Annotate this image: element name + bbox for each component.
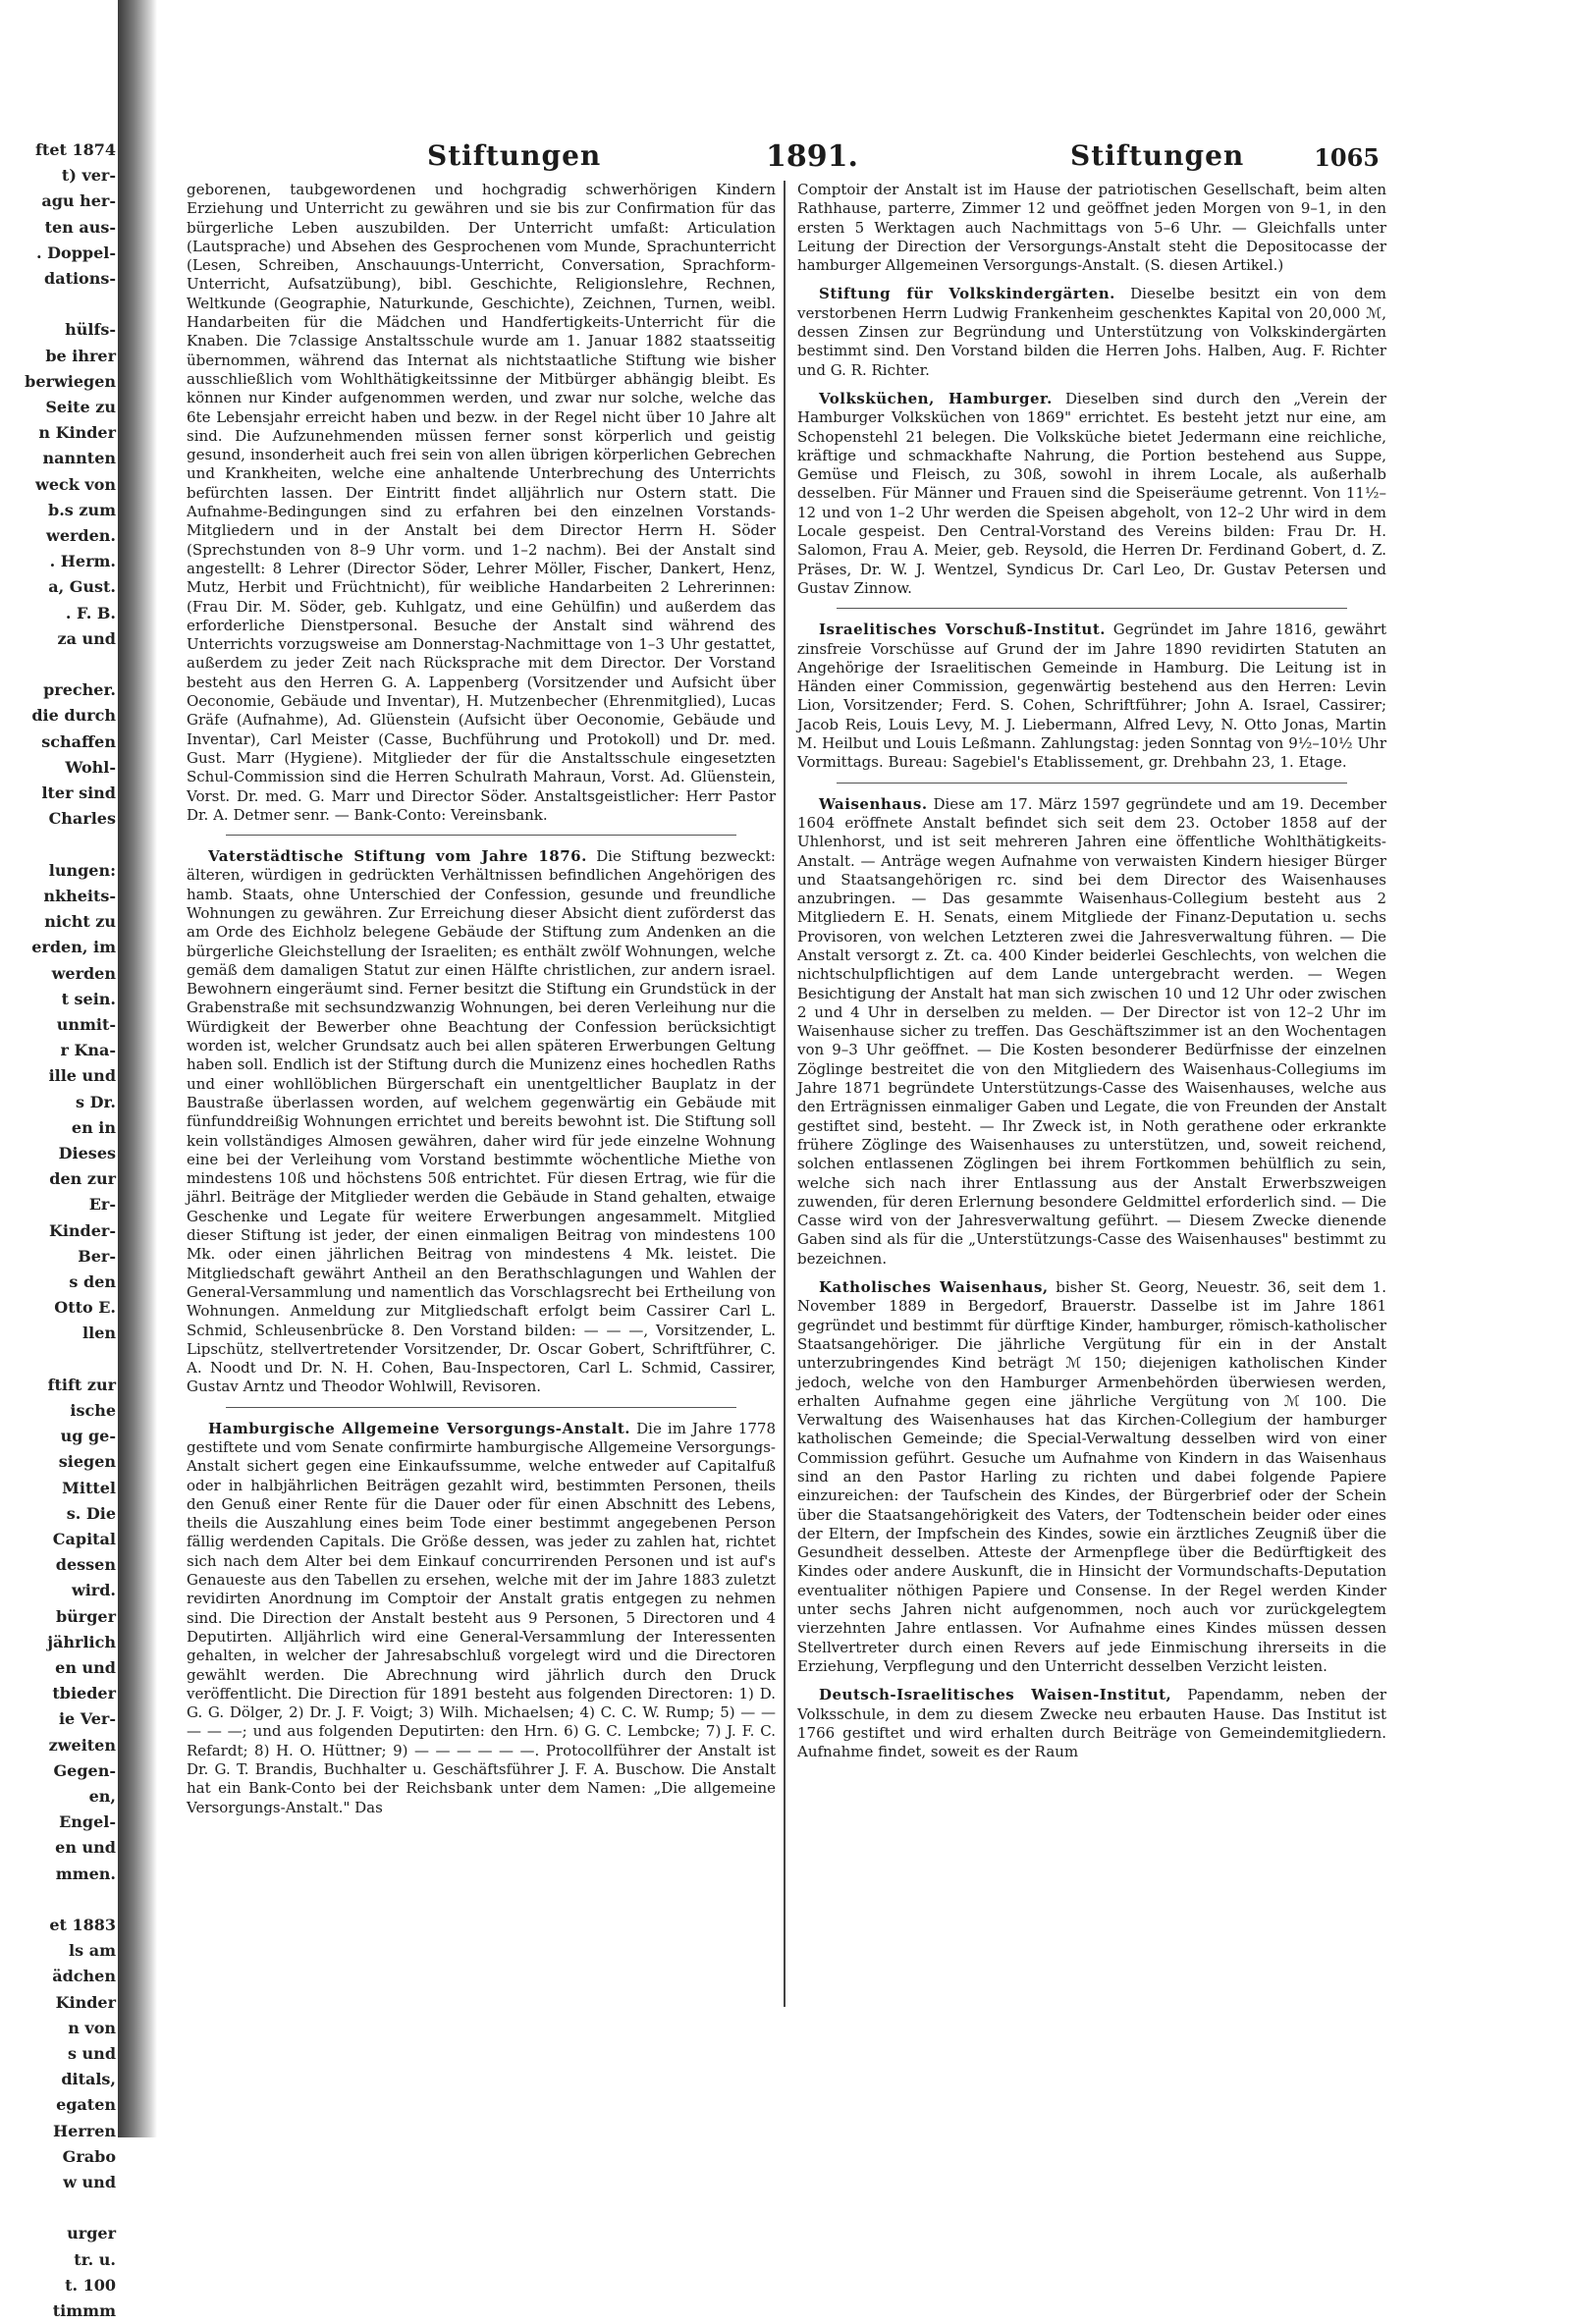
fragment-line: s und xyxy=(67,2044,116,2064)
fragment-line: . F. B. xyxy=(65,603,116,622)
fragment-line: mmen. xyxy=(55,1864,116,1883)
fragment-line xyxy=(0,652,116,677)
fragment-line: timmm xyxy=(52,2301,116,2321)
entry-versorgungs-anstalt xyxy=(187,1420,776,1817)
fragment-line: ische xyxy=(70,1400,116,1420)
fragment-line: Engel- xyxy=(59,1812,116,1832)
fragment-line: agu her- xyxy=(41,191,116,211)
fragment-line: . Doppel- xyxy=(36,243,116,262)
header-left-title: Stiftungen xyxy=(427,139,602,172)
entry-text: Dieselben sind durch den „Verein der Hamburger Volksküchen von 1869" errichtet. Es besteht jetzt nur eine, am Schopenstehl 21 belegen. Die Volksküche bietet Jedermann eine reichliche, kräftige und schmackhafte Nahrung, die Portion bestehend aus Suppe, Gemüse und Fleisch, zu 30ß, sowohl in ihrem Locale, als außerhalb desselben. Für Männer und Frauen sind die Speiseräume getrennt. Von 11½–12 und von 1–2 Uhr werden die Speisen abgeholt, von 12–2 Uhr wird in dem Locale gespeist. Den Central-Vorstand des Vereins bilden: Frau Dr. H. Salomon, Frau A. Meier, geb. Reysold, die Herren Dr. Ferdinand Gobert, d. Z. Präses, Dr. W. J. Wentzel, Syndicus Dr. Carl Leo, Dr. Gustav Petersen und Gustav Zinnow. xyxy=(797,389,1386,597)
header-right-title: Stiftungen xyxy=(1070,139,1245,172)
section-divider xyxy=(837,608,1347,609)
fragment-line: ftet 1874 xyxy=(35,140,116,159)
entry-title: Hamburgische Allgemeine Versorgungs-Anstalt. xyxy=(208,1419,631,1437)
entry-vorschuss-institut xyxy=(797,621,1386,772)
entry-title: Israelitisches Vorschuß-Institut. xyxy=(819,621,1106,639)
fragment-line: lungen: xyxy=(48,860,116,880)
section-divider xyxy=(837,783,1347,784)
fragment-line: nannten xyxy=(42,449,116,468)
fragment-line: en und xyxy=(55,1657,116,1677)
fragment-line: dessen xyxy=(55,1555,116,1575)
entry-title: Vaterstädtische Stiftung vom Jahre 1876. xyxy=(208,847,587,866)
left-column xyxy=(187,181,776,2027)
fragment-line: n Kinder xyxy=(38,423,116,443)
fragment-line xyxy=(0,1347,116,1373)
fragment-line: Otto E. xyxy=(54,1298,116,1318)
entry-text: Diese am 17. März 1597 gegründete und am 19. December 1604 eröffnete Anstalt befindet sich seit dem 23. October 1858 auf der Uhlenhorst, und ist seit mehreren Jahren eine öffentliche Wohlthätigkeits-Anstalt. — Anträge wegen Aufnahme von verwaisten Kindern hiesiger Bürger und Staatsangehörigen rc. sind bei dem Director des Waisenhauses anzubringen. — Das gesammte Waisenhaus-Collegium besteht aus 2 Mitgliedern E. H. Senats, einem Mitgliede der Finanz-Deputation u. sechs Provisoren, von welchen Letzteren zwei die Jahresverwaltung führen. — Die Anstalt versorgt z. Zt. ca. 400 Kinder beiderlei Geschlechts, von welchen die nichtschulpflichtigen auf dem Lande untergebracht werden. — Wegen Besichtigung der Anstalt hat man sich zwischen 10 und 12 Uhr oder zwischen 2 und 4 Uhr in derselben zu melden. — Der Director ist von 12–2 Uhr im Waisenhause sicher zu treffen. Das Geschäftszimmer ist an den Wochentagen von 9–3 Uhr geöffnet. — Die Kosten besonderer Bedürfnisse der einzelnen Zöglinge bestreitet die von den Mitgliedern des Waisenhaus-Collegiums im Jahre 1871 begründete Unterstützungs-Casse des Waisenhauses, welche aus den Erträgnissen einmaliger Gaben und Legate, die von Freunden der Anstalt gestiftet sind, besteht. — Ihr Zweck ist, in Noth gerathene oder erkrankte frühere Zöglinge des Waisenhauses zu unterstützen, und, soweit reichend, solchen entlassenen Zöglingen bei ihrem Fortkommen behülflich zu sein, welche sich nach ihrer Entlassung aus der Anstalt Erwerbszweigen zuwenden, für deren Erlernung besondere Geldmittel erforderlich sind. — Die Casse wird von der Jahresverwaltung geführt. — Diesem Zwecke dienende Gaben sind als für die „Unterstützungs-Casse des Waisenhauses" bestimmt zu bezeichnen. xyxy=(797,794,1386,1268)
fragment-line: tr. u. xyxy=(74,2249,116,2269)
fragment-line: r Kna- xyxy=(60,1041,116,1060)
entry-waisenhaus xyxy=(797,795,1386,1269)
fragment-line: Grabo xyxy=(62,2146,116,2166)
fragment-line: werden xyxy=(51,963,116,983)
entry-title: Stiftung für Volkskindergärten. xyxy=(819,285,1115,303)
fragment-line: et 1883 xyxy=(49,1916,116,1935)
entry-volkskindergaerten xyxy=(797,285,1386,379)
fragment-line: s. Die xyxy=(66,1503,116,1523)
fragment-line: t sein. xyxy=(61,989,116,1008)
fragment-line: en, xyxy=(88,1787,116,1806)
entry-text: Gegründet im Jahre 1816, gewährt zinsfreie Vorschüsse auf Grund der im Jahre 1890 revidirten Statuten an Angehörige der Israelitischen Gemeinde in Hamburg. Die Leitung ist in Händen einer Commission, gegenwärtig bestehend aus den Herren: Levin Lion, Vorsitzender; Ferd. S. Cohen, Schriftführer; John A. Israel, Cassirer; Jacob Reis, Louis Levy, M. J. Liebermann, Alfred Levy, N. Otto Jonas, Martin M. Heilbut und Louis Leßmann. Zahlungstag: jeden Sonntag von 9½–10½ Uhr Vormittags. Bureau: Sagebiel's Etablissement, gr. Drehbahn 23, 1. Etage. xyxy=(797,621,1386,772)
fragment-line: Herren xyxy=(53,2121,116,2140)
fragment-line: ditals, xyxy=(61,2070,116,2089)
fragment-line: lter sind xyxy=(41,784,116,803)
fragment-line: precher. xyxy=(43,680,116,700)
entry-waisen-institut xyxy=(797,1686,1386,1761)
entry-volkskuechen xyxy=(797,390,1386,598)
fragment-line: en in xyxy=(71,1117,116,1137)
fragment-line: s den xyxy=(69,1271,116,1291)
entry-title: Waisenhaus. xyxy=(819,794,928,813)
right-column xyxy=(797,181,1386,2027)
fragment-line: ille und xyxy=(48,1066,116,1086)
entry-vaterstaedtische-stiftung xyxy=(187,847,776,1397)
fragment-line: erden, im xyxy=(31,938,116,957)
page xyxy=(187,130,1386,2034)
fragment-line: en und xyxy=(55,1838,116,1858)
entry-text: Dieselbe besitzt ein von dem verstorbenen Herrn Ludwig Frankenheim geschenktes Kapital von 20,000 ℳ, dessen Zinsen zur Begründung und Unterstützung von Volkskindergärten bestimmt sind. Den Vorstand bilden die Herren Johs. Halben, Aug. F. Richter und G. R. Richter. xyxy=(797,285,1386,379)
fragment-line: Wohl- xyxy=(65,757,116,777)
fragment-line: schaffen xyxy=(41,731,116,751)
section-divider xyxy=(226,835,736,836)
entry-text: bisher St. Georg, Neuestr. 36, seit dem 1. November 1889 in Bergedorf, Brauerstr. Dasselbe ist im Jahre 1861 gegründet und bestimmt für dürftige Kinder, hamburger, römisch-katholischer Staatsangehöriger. Die jährliche Vergütung für ein in der Anstalt unterzubringendes Kind beträgt ℳ 150; diejenigen katholischen Kinder jedoch, welche von den Hamburger Armenbehörden überwiesen werden, erhalten Aufnahme gegen eine jährliche Vergütung von ℳ 100. Die Verwaltung des Waisenhauses hat das Kirchen-Collegium der hamburger katholischen Gemeinde; die Special-Verwaltung desselben wird von einer Commission geführt. Gesuche um Aufnahme von Kindern in das Waisenhaus sind an den Pastor Harling zu richten und dabei folgende Papiere einzureichen: der Taufschein des Kindes, der Bürgerbrief oder der Schein über die Staatsangehörigkeit des Vaters, der Todtenschein beider oder eines der Eltern, der Impfschein des Kindes, sowie ein ärztliches Zeugniß über die Gesundheit desselben. Atteste der Armenpflege über die Bedürftigkeit des Kindes oder andere Auskunft, die in Hinsicht der Vormundschafts-Deputation eventualiter nöthigen Papiere und Consense. In der Regel werden Kinder unter sechs Jahren nicht aufgenommen, noch auch vor zurückgelegtem vierzehnten Jahre entlassen. Vor Aufnahme eines Kindes müssen dessen Stellvertreter durch einen Revers auf jede Einmischung ihrerseits in die Erziehung, Verpflegung und den Unterricht desselben Verzicht leisten. xyxy=(797,1278,1386,1675)
fragment-line: Kinder- xyxy=(48,1220,116,1240)
fragment-line: za und xyxy=(57,628,116,648)
fragment-line: be ihrer xyxy=(45,346,116,365)
fragment-line: unmit- xyxy=(56,1014,116,1034)
fragment-line: siegen xyxy=(58,1452,116,1472)
fragment-line: t) ver- xyxy=(61,166,116,186)
fragment-line: Kinder xyxy=(55,1992,116,2012)
fragment-line: ten aus- xyxy=(44,217,116,237)
fragment-line: w und xyxy=(63,2173,116,2192)
entry-title: Katholisches Waisenhaus, xyxy=(819,1278,1049,1297)
entry-text: Papendamm, neben der Volksschule, in dem zu diesem Zwecke neu erbauten Hause. Das Institut ist 1766 gestiftet und wird erhalten durch Beiträge von Gemeindemitgliedern. Aufnahme findet, soweit es der Raum xyxy=(797,1686,1386,1761)
fragment-line: . Herm. xyxy=(49,552,116,571)
intro-paragraph: geborenen, taubgewordenen und hochgradig schwerhörigen Kindern Erziehung und Unterricht zu gewähren und sie bis zur Confirmation für das bürgerliche Leben auszubilden. Der Unterricht umfaßt: Articulation (Lautsprache) und Absehen des Gesprochenen vom Munde, Sprachunterricht (Lesen, Schreiben, Anschauungs-Unterricht, Conversation, Sprachform-Unterricht, Aufsatzübung), bibl. Geschichte, Religionslehre, Rechnen, Weltkunde (Geographie, Naturkunde, Geschichte), Zeichnen, Turnen, weibl. Handarbeiten für die Mädchen und Handfertigkeits-Unterricht für die Knaben. Die 7classige Anstaltsschule wurde am 1. Januar 1882 staatsseitig übernommen, während das Internat als nichtstaatliche Stiftung wie bisher ausschließlich vom Wohlthätigkeitssinne der Mitbürger abhängig bleibt. Es können nur Kinder aufgenommen werden, und zwar nur solche, welche das 6te Lebensjahr erreicht haben und bezw. in der Regel nicht über 10 Jahre alt sind. Die Aufzunehmenden müssen ferner sonst körperlich und geistig gesund, insonderheit auch frei sein von allen übrigen körperlichen Gebrechen und Krankheiten, welche eine anhaltende Unterbrechung des Unterrichts befürchten lassen. Der Eintritt findet alljährlich nur Ostern statt. Die Aufnahme-Bedingungen sind zu erfahren bei den einzelnen Vorstands-Mitgliedern und in der Anstalt bei dem Director Herrn H. Söder (Sprechstunden von 8–9 Uhr vorm. und 1–2 nachm). Bei der Anstalt sind angestellt: 8 Lehrer (Director Söder, Lehrer Möller, Fischer, Dankert, Henz, Mutz, Herbit und Früchtnicht), für weibliche Handarbeiten 2 Lehrerinnen: (Frau Dir. M. Söder, geb. Kuhlgatz, und eine Gehülfin) und außerdem das erforderliche Dienstpersonal. Besuche der Anstalt sind während des Unterrichts vorzugsweise am Donnerstag-Nachmittage von 1–3 Uhr gestattet, außerdem zu jeder Zeit nach Rücksprache mit dem Director. Der Vorstand besteht aus den Herren G. A. Lappenberg (Vorsitzender und Aufsicht über Oeconomie, Gebäude und Inventar), H. Mutzenbecher (Ehrenmitglied), Lucas Gräfe (Aufnahme), Ad. Glüenstein (Aufsicht über Oeconomie, Gebäude und Inventar), Carl Meister (Casse, Buchführung und Protokoll) und Dr. med. Gust. Marr (Hygiene). Mitglieder der für die Anstaltsschule eingesetzten Schul-Commission sind die Herren Schulrath Mahraun, Vorst. Ad. Glüenstein, Vorst. Dr. med. G. Marr und Director Söder. Anstaltsgeistlicher: Herr Pastor Dr. A. Detmer senr. — Bank-Conto: Vereinsbank. xyxy=(187,181,776,824)
fragment-line xyxy=(0,1887,116,1913)
fragment-line: egaten xyxy=(56,2095,116,2115)
fragment-line: die durch xyxy=(31,706,116,726)
fragment-line: Dieses xyxy=(58,1143,116,1162)
fragment-line xyxy=(0,832,116,857)
fragment-line: dations- xyxy=(44,269,116,289)
fragment-line: zweiten xyxy=(48,1735,116,1755)
fragment-line: weck von xyxy=(35,474,116,494)
running-header xyxy=(187,130,1380,173)
facing-page-fragments xyxy=(0,137,116,2321)
fragment-line: urger xyxy=(67,2224,116,2243)
fragment-line: Mittel xyxy=(62,1478,116,1497)
entry-title: Volksküchen, Hamburger. xyxy=(819,389,1053,407)
fragment-line: bürger xyxy=(55,1606,116,1626)
fragment-line: ug ge- xyxy=(60,1427,116,1446)
fragment-line: ls am xyxy=(69,1941,116,1961)
fragment-line: Ber- xyxy=(78,1246,116,1266)
fragment-line xyxy=(0,292,116,317)
fragment-line: llen xyxy=(82,1324,116,1343)
fragment-line: den zur xyxy=(49,1169,116,1189)
fragment-line: Charles xyxy=(48,809,116,829)
fragment-line: nkheits- xyxy=(43,886,116,905)
fragment-line: berwiegen xyxy=(25,371,116,391)
fragment-line: n von xyxy=(68,2018,116,2037)
column-rule xyxy=(784,181,786,2007)
fragment-line: jährlich xyxy=(47,1632,116,1651)
fragment-line: a, Gust. xyxy=(48,577,116,597)
fragment-line: b.s zum xyxy=(48,500,116,519)
fragment-line: ie Ver- xyxy=(58,1709,116,1729)
fragment-line: ädchen xyxy=(52,1967,116,1986)
entry-katholisches-waisenhaus xyxy=(797,1278,1386,1676)
intro-paragraph: Comptoir der Anstalt ist im Hause der patriotischen Gesellschaft, beim alten Rathhause, parterre, Zimmer 12 und geöffnet jeden Morgen von 9–1, in den ersten 5 Werktagen auch Nachmittags von 5–6 Uhr. — Gleichfalls unter Leitung der Direction der Versorgungs-Anstalt steht die Depositocasse der hamburger Allgemeinen Versorgungs-Anstalt. (S. diesen Artikel.) xyxy=(797,181,1386,275)
fragment-line: t. 100 xyxy=(65,2275,116,2295)
fragment-line: s Dr. xyxy=(76,1092,116,1111)
fragment-line: ftift zur xyxy=(47,1375,116,1394)
entry-title: Deutsch-Israelitisches Waisen-Institut, xyxy=(819,1686,1172,1704)
fragment-line: hülfs- xyxy=(65,320,116,340)
fragment-line: Gegen- xyxy=(53,1760,116,1780)
book-gutter-shadow xyxy=(118,0,157,2137)
fragment-line: Seite zu xyxy=(45,398,116,417)
page-number: 1065 xyxy=(1314,143,1380,172)
fragment-line: nicht zu xyxy=(44,912,116,932)
header-year: 1891. xyxy=(766,139,858,174)
fragment-line: Capital xyxy=(52,1529,116,1548)
fragment-line: werden. xyxy=(46,526,116,546)
fragment-line: wird. xyxy=(71,1581,116,1600)
entry-text: Die Stiftung bezweckt: älteren, würdigen in gedrückten Verhältnissen befindlichen Angehörigen des hamb. Staats, ohne Unterschied der Confession, gesunde und freundliche Wohnungen zu gewähren. Zur Erreichung dieser Absicht dient zuförderst das am Orde des Eichholz belegene Gebäude der Stiftung zum Andenken an die bürgerliche Gleichstellung der Israeliten; es enthält zwölf Wohnungen, welche gemäß dem damaligen Statut zur einen Hälfte christlichen, zur andern israel. Bewohnern eingeräumt sind. Ferner besitzt die Stiftung ein Grundstück in der Grabenstraße mit sechsundzwanzig Wohnungen, bei deren Verleihung nur die Würdigkeit der Bewerber ohne Beachtung der Confession berücksichtigt worden ist, welcher Grundsatz auch bei allen späteren Erwerbungen Geltung haben soll. Endlich ist der Stiftung durch die Munizenz eines hochedlen Raths und einer wohllöblichen Bürgerschaft ein unentgeltlicher Bauplatz in der Baustraße überlassen worden, auf welchem gegenwärtig ein Gebäude mit fünfunddreißig Wohnungen errichtet und bereits bewohnt ist. Die Stiftung soll kein vollständiges Almosen gewähren, daher wird für jede einzelne Wohnung eine bei der Verleihung vom Vorstand bestimmte wöchentliche Miethe von mindestens 10ß und höchstens 50ß entrichtet. Für diesen Ertrag, wie für die jährl. Beiträge der Mitglieder werden die Gebäude in Stand gehalten, etwaige Geschenke und Legate für weitere Erwerbungen angesammelt. Mitglied dieser Stiftung ist jeder, der einen einmaligen Beitrag von mindestens 100 Mk. oder einen jährlichen Beitrag von mindestens 4 Mk. leistet. Die Mitgliedschaft gewährt Antheil an den Berathschlagungen und Wahlen der General-Versammlung und namentlich das Vorschlagsrecht bei Ertheilung von Wohnungen. Anmeldung zur Mitgliedschaft erfolgt beim Cassirer Carl L. Schmid, Schleusenbrücke 8. Den Vorstand bilden: — — —, Vorsitzender, L. Lipschütz, stellvertretender Vorsitzender, Dr. Oscar Gobert, Schriftführer, C. A. Noodt und Dr. N. H. Cohen, Bau-Inspectoren, Carl L. Schmid, Cassirer, Gustav Arntz und Theodor Wohlwill, Revisoren. xyxy=(187,847,776,1396)
fragment-line xyxy=(0,2195,116,2221)
entry-text: Die im Jahre 1778 gestiftete und vom Senate confirmirte hamburgische Allgemeine Versorgungs-Anstalt sichert gegen eine Einkaufssumme, welche entweder auf Capitalfuß oder in halbjährlichen Beiträgen gezahlt wird, bestimmten Personen, theils den Genuß einer Rente für die Dauer oder für einen Abschnitt des Lebens, theils die Auszahlung eines beim Tode einer bestimmt angegebenen Person fällig werdenden Capitals. Die Größe dessen, was jeder zu zahlen hat, richtet sich nach dem Alter bei dem Einkauf concurrirenden Personen und ist auf's Genaueste aus den Tabellen zu ersehen, welche mit der im Jahre 1883 zuletzt revidirten Anordnung im Comptoir der Anstalt gratis entgegen zu nehmen sind. Die Direction der Anstalt besteht aus 9 Personen, 5 Directoren und 4 Deputirten. Alljährlich wird eine General-Versammlung der Interessenten gehalten, in welcher der Jahresabschluß vorgelegt wird und die Directoren gewählt werden. Die Abrechnung wird jährlich durch den Druck veröffentlicht. Die Direction für 1891 besteht aus folgenden Directoren: 1) D. G. G. Dölger, 2) Dr. J. F. Voigt; 3) Wilh. Michaelsen; 4) C. C. W. Rump; 5) — — — — —; und aus folgenden Deputirten: den Hrn. 6) G. C. Lembcke; 7) J. F. C. Refardt; 8) H. O. Hüttner; 9) — — — — — —. Protocollführer der Anstalt ist Dr. G. T. Brandis, Buchhalter u. Geschäftsführer J. F. A. Buschow. Die Anstalt hat ein Bank-Conto bei der Reichsbank unter dem Namen: „Die allgemeine Versorgungs-Anstalt." Das xyxy=(187,1419,776,1816)
fragment-line: tbieder xyxy=(52,1684,116,1703)
fragment-line: Er- xyxy=(88,1195,116,1215)
section-divider xyxy=(226,1407,736,1408)
